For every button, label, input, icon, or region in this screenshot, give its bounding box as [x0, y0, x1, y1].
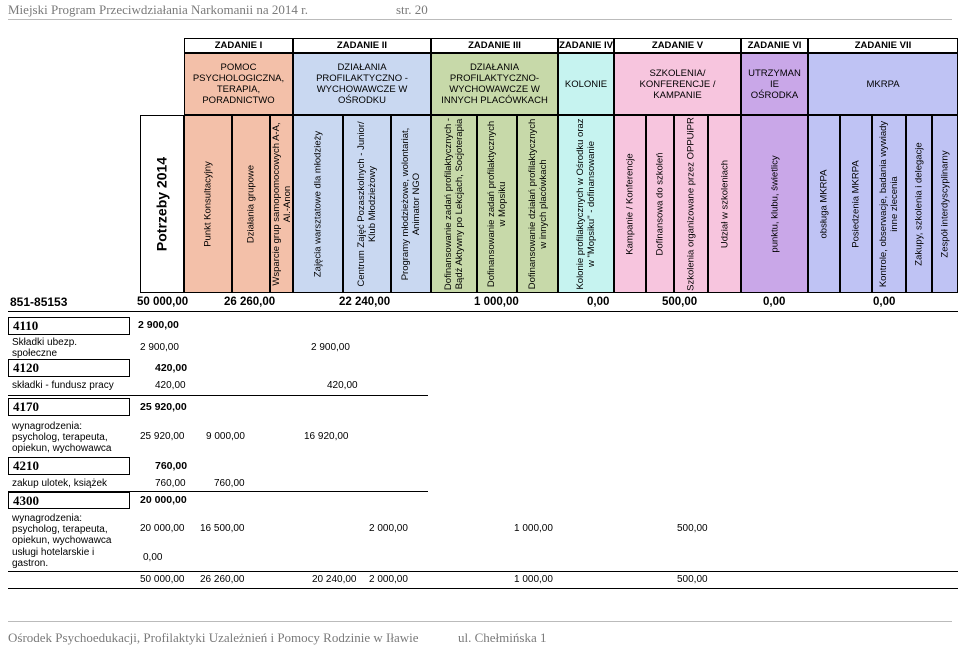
amount-4300: 20 000,00	[140, 494, 187, 506]
col-label: Dofinansowanie działań profilaktycznych w innych placówkach	[526, 118, 549, 290]
col-zespol	[932, 115, 958, 293]
col-label: Szkolenia organizowane przez OPPUiPR	[685, 117, 697, 291]
header-divider	[8, 19, 952, 20]
final-divider-top	[8, 571, 958, 572]
col-dofinansowanie-aktywny	[431, 115, 477, 293]
zadanie-3: ZADANIE III	[431, 38, 558, 53]
final-v3: 20 240,00	[312, 574, 357, 585]
col-kolonie	[558, 115, 614, 293]
value-4170-c: 16 920,00	[304, 431, 349, 442]
totals-code: 851-85153	[10, 295, 68, 309]
col-label: obsługa MKRPA	[818, 169, 830, 239]
col-punkt-konsultacyjny	[184, 115, 232, 293]
value-4300-e: 500,00	[677, 523, 708, 534]
page-footer	[8, 630, 547, 646]
value-4210-a: 760,00	[155, 478, 186, 489]
footer-address: ul. Chełmińska 1	[458, 630, 547, 645]
col-zakupy	[906, 115, 932, 293]
zadanie-5: ZADANIE V	[614, 38, 741, 53]
col-label: Kampanie / Konferencje	[624, 153, 636, 255]
label-4210: zakup ulotek, książek	[12, 478, 108, 489]
value-4300-d: 1 000,00	[514, 523, 553, 534]
col-label: Centrum Zajęć Pozaszkolnych - Junior/ Klub Młodzieżowy	[356, 121, 378, 287]
col-label: Zakupy, szkolenia i delegacje	[913, 142, 925, 266]
amount-4120: 420,00	[155, 362, 188, 374]
page-number: str. 20	[396, 2, 428, 17]
totals-divider	[8, 311, 958, 312]
value-4300-hotel: 0,00	[143, 552, 163, 563]
value-4120-a: 420,00	[155, 380, 186, 391]
potrzeby-header	[140, 115, 184, 293]
label-4300: wynagrodzenia: psycholog, terapeuta, opiekun, wychowawca	[12, 513, 112, 546]
final-v5: 1 000,00	[514, 574, 553, 585]
col-wsparcie-grup	[270, 115, 293, 293]
value-4110-a: 2 900,00	[140, 342, 179, 353]
col-label: Posiedzenia MKRPA	[850, 160, 862, 248]
col-zajecia-warsztatowe	[293, 115, 343, 293]
category-utrzymanie: UTRZYMAN IE OŚRODKA	[741, 53, 808, 115]
category-kolonie: KOLONIE	[558, 53, 614, 115]
col-label: Programy młodzieżowe, wolontariat, Animator NGO	[400, 127, 422, 281]
col-punktu-klubu	[741, 115, 808, 293]
col-dofinansowa-szkolen	[646, 115, 674, 293]
totals-v2: 26 260,00	[224, 296, 276, 308]
amount-4210: 760,00	[155, 460, 188, 472]
category-pomoc: POMOC PSYCHOLOGICZNA, TERAPIA, PORADNICTWO	[184, 53, 293, 115]
col-kampanie	[614, 115, 646, 293]
category-profil-inne: DZIAŁANIA PROFILAKTYCZNO-WYCHOWAWCZE W INNYCH PLACÓWKACH	[431, 53, 558, 115]
col-posiedzenia-mkrpa	[840, 115, 872, 293]
category-mkrpa: MKRPA	[808, 53, 958, 115]
potrzeby-label: Potrzeby 2014	[153, 156, 170, 252]
totals-v5: 0,00	[587, 296, 610, 308]
zadanie-6: ZADANIE VI	[741, 38, 808, 53]
col-dofinansowanie-mopsik	[477, 115, 517, 293]
zadanie-2: ZADANIE II	[293, 38, 431, 53]
final-v6: 500,00	[677, 574, 708, 585]
col-label: Kontrole, obserwacje, badania wywiady inne zlecenia	[878, 120, 900, 288]
footer-org: Ośrodek Psychoedukacji, Profilaktyki Uzależnień i Pomocy Rodzinie w Iławie	[8, 630, 419, 645]
final-v1: 50 000,00	[140, 574, 185, 585]
category-profil-osrodek: DZIAŁANIA PROFILAKTYCZNO - WYCHOWAWCZE W OŚRODKU	[293, 53, 431, 115]
value-4300-b: 16 500,00	[200, 523, 245, 534]
footer-divider	[8, 621, 952, 622]
col-szkolenia-oppuipr	[674, 115, 708, 293]
value-4110-b: 2 900,00	[311, 342, 350, 353]
zadanie-1: ZADANIE I	[184, 38, 293, 53]
amount-4110: 2 900,00	[138, 319, 179, 331]
col-label: Dofinansowanie zadań profilaktycznych - Bądź Aktywny po Lekcjach, Socjoterapia	[443, 117, 465, 291]
code-4110: 4110	[8, 317, 130, 335]
totals-v6: 500,00	[662, 296, 698, 308]
category-szkolenia: SZKOLENIA/ KONFERENCJE / KAMPANIE	[614, 53, 741, 115]
col-dofinansowanie-inne	[517, 115, 558, 293]
final-v2: 26 260,00	[200, 574, 245, 585]
totals-v4: 1 000,00	[474, 296, 519, 308]
col-dzialania-grupowe	[232, 115, 270, 293]
col-label: Zespół interdyscyplinarny	[939, 150, 951, 258]
code-4170: 4170	[8, 398, 130, 416]
document-title: Miejski Program Przeciwdziałania Narkomanii na 2014 r.	[8, 2, 309, 17]
col-udzial-szkolenia	[708, 115, 741, 293]
col-label: Zajęcia warsztatowe dla młodzieży	[312, 130, 324, 278]
value-4300-c: 2 000,00	[369, 523, 408, 534]
col-label: punktu, klubu, świetlicy	[769, 155, 780, 253]
label-4110: Składki ubezp. społeczne	[12, 337, 78, 359]
value-4300-a: 20 000,00	[140, 523, 185, 534]
final-divider-bottom	[8, 588, 958, 589]
value-4170-b: 9 000,00	[206, 431, 245, 442]
zadanie-7: ZADANIE VII	[808, 38, 958, 53]
col-label: Udział w szkoleniach	[719, 159, 730, 249]
label-4300-hotel: usługi hotelarskie i gastron.	[12, 547, 95, 569]
totals-v8: 0,00	[873, 296, 896, 308]
col-centrum-zajec	[343, 115, 391, 293]
col-label: Dofinansowa do szkoleń	[654, 152, 666, 256]
totals-v3: 22 240,00	[339, 296, 391, 308]
zadanie-4: ZADANIE IV	[559, 40, 613, 51]
amount-4170: 25 920,00	[140, 401, 187, 413]
col-label: Wsparcie grup samopomocowych A-A, Al.-Anon	[270, 122, 293, 286]
label-4170: wynagrodzenia: psycholog, terapeuta, opiekun, wychowawca	[12, 421, 112, 454]
totals-v7: 0,00	[763, 296, 786, 308]
col-label: Punkt Konsultacyjny	[202, 161, 214, 247]
code-4300: 4300	[8, 492, 130, 509]
col-programy-mlodziezowe	[391, 115, 431, 293]
col-obsluga-mkrpa	[808, 115, 840, 293]
value-4210-b: 760,00	[214, 478, 245, 489]
page-header	[8, 2, 478, 18]
final-v4: 2 000,00	[369, 574, 408, 585]
code-4120: 4120	[8, 359, 130, 377]
totals-v1: 50 000,00	[137, 296, 189, 308]
col-kontrole	[872, 115, 906, 293]
col-label: Kolonie profilaktycznych w Ośrodku oraz w "Mopsiku" - dofinansowanie	[575, 118, 597, 290]
col-label: Dofinansowanie zadań profilaktycznych w Mopsiku	[486, 120, 508, 288]
value-4120-b: 420,00	[327, 380, 358, 391]
value-4170-a: 25 920,00	[140, 431, 185, 442]
divider-4120	[8, 395, 428, 396]
label-4120: składki - fundusz pracy	[12, 380, 114, 391]
code-4210: 4210	[8, 457, 130, 475]
col-label: Działania grupowe	[245, 164, 257, 244]
